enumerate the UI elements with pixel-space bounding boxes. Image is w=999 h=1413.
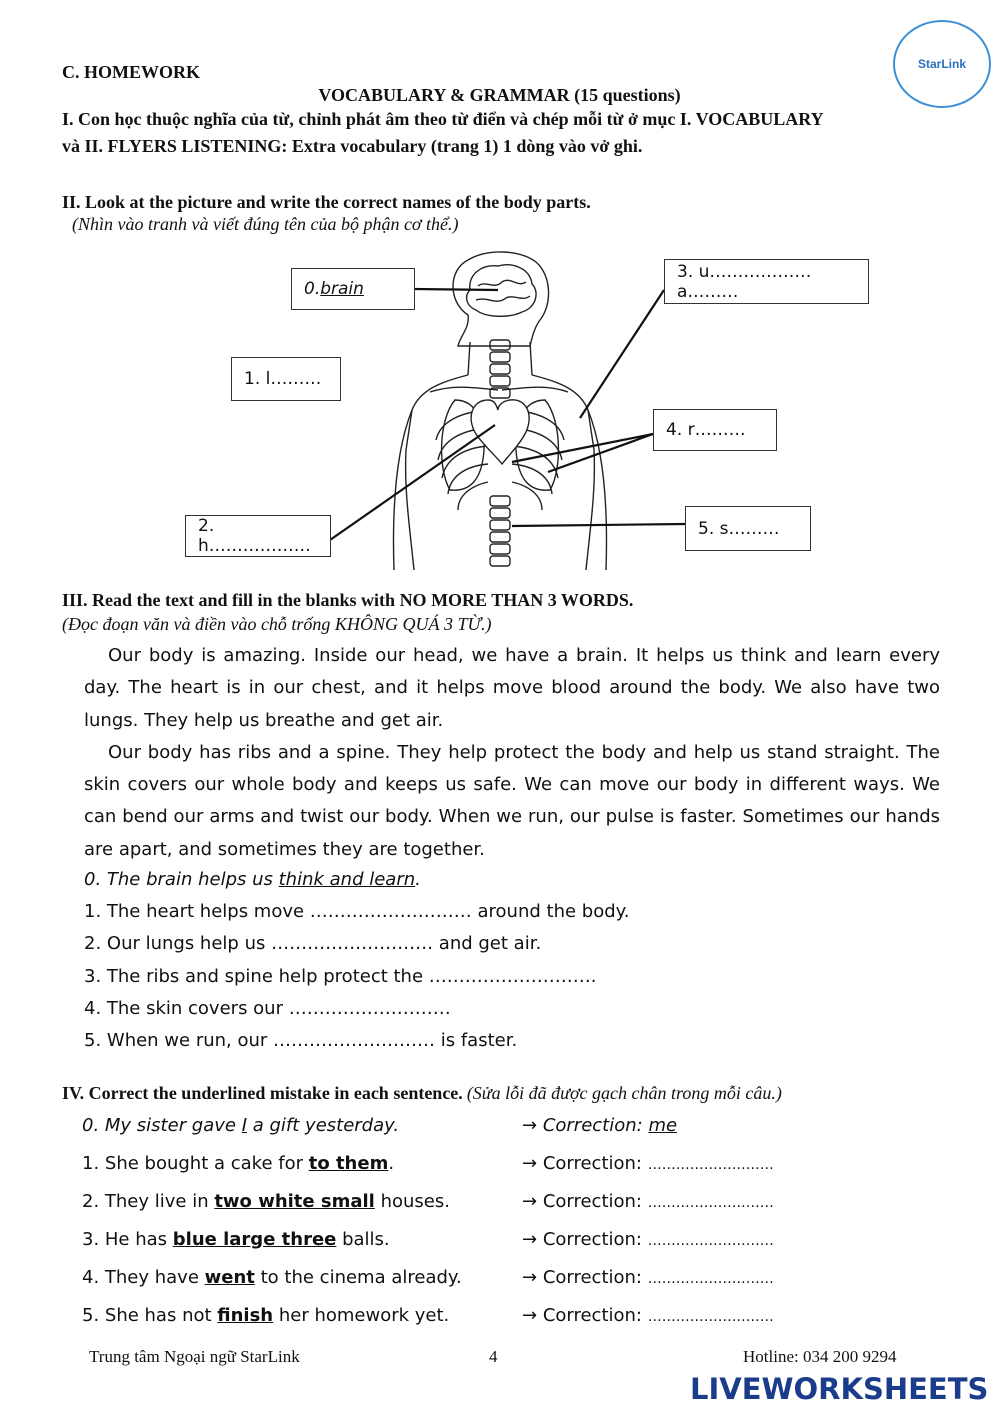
part4-sentence-1 [82,1153,394,1174]
underlined-mistake: to them [308,1153,389,1174]
arrow-icon: → [522,1267,543,1288]
part4-sentence-2 [82,1191,450,1212]
part3-question-4[interactable]: 4. The skin covers our ……………………… [84,998,451,1019]
part3-title-emphasis: NO MORE THAN 3 WORDS. [399,590,634,610]
sentence-end: her homework yet. [273,1305,450,1326]
reading-passage [84,640,940,866]
label-1-text: 1. l……… [244,369,322,389]
underlined-mistake: two white small [214,1191,375,1212]
sentence-end: to the cinema already. [254,1267,462,1288]
example-sentence-end: a gift yesterday. [247,1115,400,1136]
part3-question-1[interactable]: 1. The heart helps move ……………………… around the body. [84,901,630,922]
correction-label: Correction: [542,1229,648,1250]
sentence-start: 5. She has not [82,1305,218,1326]
example-correction-answer: me [648,1115,678,1136]
neck-outline [468,342,532,375]
part4-correction-5[interactable] [522,1305,774,1326]
part4-example-correction [522,1115,677,1136]
correction-blank[interactable]: ……………………… [647,1271,774,1287]
label-0 [291,268,415,310]
heart-shape [471,400,529,464]
label-4-text: 4. r……… [666,420,746,440]
part4-subtitle: (Sửa lỗi đã được gạch chân trong mỗi câu.) [466,1083,782,1103]
part4-correction-1[interactable] [522,1153,774,1174]
part4-title-text: IV. Correct the underlined mistake in each sentence. [62,1083,463,1103]
arrow-icon: → [522,1153,543,1174]
sentence-end: houses. [374,1191,450,1212]
part3-example [84,869,421,890]
correction-blank[interactable]: ……………………… [647,1309,774,1325]
part3-title-text: III. Read the text and fill in the blanks with [62,590,400,610]
part4-title [62,1083,782,1104]
correction-label: Correction: [542,1191,648,1212]
vocab-grammar-title: VOCABULARY & GRAMMAR (15 questions) [318,85,681,105]
label-0-number: 0. [304,279,321,299]
label-0-answer: brain [320,279,364,299]
example-sentence-start: 0. My sister gave [82,1115,242,1136]
underlined-mistake: went [204,1267,255,1288]
correction-blank[interactable]: ……………………… [647,1157,774,1173]
section-title: C. HOMEWORK [62,62,200,82]
arrow-icon: → [522,1115,543,1136]
footer-hotline: Hotline: 034 200 9294 [743,1347,897,1366]
arrow-icon: → [522,1305,543,1326]
label-1-lungs[interactable] [231,357,341,401]
example-answer: think and learn [278,869,416,890]
correction-label: Correction: [542,1115,649,1136]
example-mistake: I [241,1115,248,1136]
sentence-start: 2. They live in [82,1191,215,1212]
label-2-text: 2. h……………… [198,516,311,556]
label-3-upper-arm[interactable] [664,259,869,304]
label-4-ribs[interactable] [653,409,777,451]
part3-question-3[interactable]: 3. The ribs and spine help protect the ………………………. [84,966,597,987]
part4-correction-3[interactable] [522,1229,774,1250]
underlined-mistake: finish [217,1305,274,1326]
part4-sentence-4 [82,1267,462,1288]
sentence-start: 4. They have [82,1267,205,1288]
part4-example [82,1115,399,1136]
passage-paragraph-1: Our body is amazing. Inside our head, we have a brain. It helps us think and learn every day. The heart is in our chest, and it helps move blood around the body. We also have two lungs. They help us breathe and get air. [84,645,940,731]
part3-subtitle: (Đọc đoạn văn và điền vào chỗ trống KHÔNG QUÁ 3 TỪ.) [62,614,492,634]
example-end: . [415,869,421,890]
label-5-spine[interactable] [685,506,811,551]
part3-question-2[interactable]: 2. Our lungs help us ……………………… and get air. [84,933,542,954]
footer-page-number: 4 [489,1347,498,1366]
sentence-end: balls. [336,1229,390,1250]
sentence-start: 3. He has [82,1229,173,1250]
arrow-icon: → [522,1191,543,1212]
correction-label: Correction: [542,1153,648,1174]
part4-correction-2[interactable] [522,1191,774,1212]
correction-label: Correction: [542,1267,648,1288]
instruction-line-2: và II. FLYERS LISTENING: Extra vocabulary (trang 1) 1 dòng vào vở ghi. [62,136,643,156]
label-3-text: 3. u……………… a……… [677,261,812,302]
part3-title [62,590,633,611]
part4-sentence-3 [82,1229,390,1250]
sentence-end: . [388,1153,395,1174]
passage-paragraph-2: Our body has ribs and a spine. They help protect the body and help us stand straight. The skin covers our whole body and keeps us safe. We can move our body in different ways. We can bend our arms and twist our body. When we run, our pulse is faster. Sometimes our hands are apart, and sometimes they are together. [84,741,940,860]
footer-center-name: Trung tâm Ngoại ngữ StarLink [89,1347,300,1366]
label-2-heart[interactable] [185,515,331,557]
part2-title: II. Look at the picture and write the correct names of the body parts. [62,192,591,212]
part3-question-5[interactable]: 5. When we run, our ……………………… is faster. [84,1030,518,1051]
liveworksheets-logo [690,1372,988,1406]
logo-text: StarLink [917,57,966,71]
instruction-line-1: I. Con học thuộc nghĩa của từ, chỉnh phát âm theo từ điển và chép mỗi từ ở mục I. VOCABULARY [62,109,824,129]
part2-subtitle: (Nhìn vào tranh và viết đúng tên của bộ phận cơ thể.) [72,214,459,234]
correction-blank[interactable]: ……………………… [647,1233,774,1249]
example-text: 0. The brain helps us [84,869,279,890]
part4-sentence-5 [82,1305,449,1326]
correction-blank[interactable]: ……………………… [647,1195,774,1211]
part4-correction-4[interactable] [522,1267,774,1288]
underlined-mistake: blue large three [172,1229,337,1250]
arrow-icon: → [522,1229,543,1250]
label-5-text: 5. s……… [698,518,780,539]
correction-label: Correction: [542,1305,648,1326]
arm-right [588,410,606,570]
sentence-start: 1. She bought a cake for [82,1153,309,1174]
liveworksheets-text: LIVEWORKSHEETS [690,1372,989,1406]
